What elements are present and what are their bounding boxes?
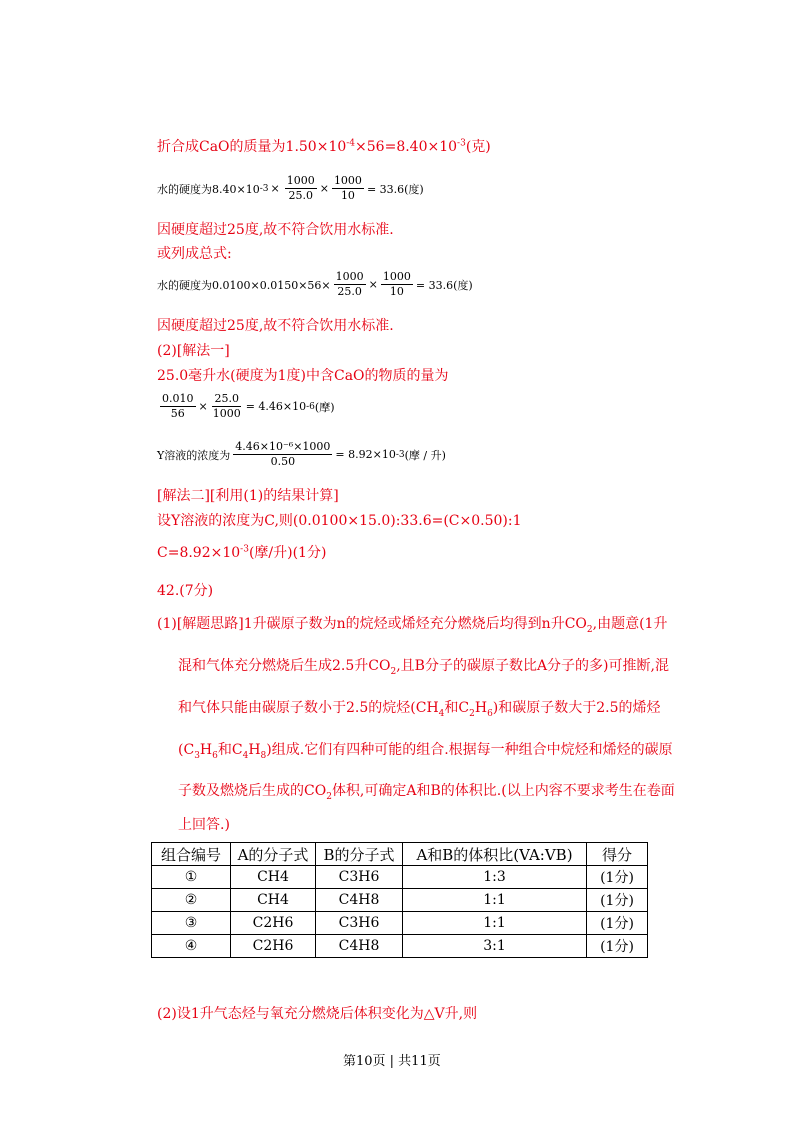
subscript: 4	[242, 750, 249, 761]
denominator: 56	[170, 407, 185, 420]
formula-text: 水的硬度为0.0100×0.0150×56×	[157, 278, 331, 292]
hardness-formula-1	[157, 174, 424, 203]
answer-line: 因硬度超过25度,故不符合饮用水标准.	[157, 318, 394, 334]
fraction	[285, 174, 317, 203]
table-cell: 1:1	[403, 889, 587, 912]
combination-table	[151, 842, 648, 958]
table-cell: 3:1	[403, 935, 587, 958]
table-cell: (1分)	[587, 935, 648, 958]
subscript: 2	[469, 708, 475, 719]
question-number: 42.(7分)	[157, 583, 214, 599]
answer-line	[157, 542, 326, 562]
denominator: 25.0	[288, 189, 313, 202]
formula-result: = 33.6(度)	[415, 278, 473, 292]
table-row	[152, 935, 648, 958]
formula-result: = 8.92×10	[335, 448, 396, 461]
subscript: 2	[326, 791, 332, 802]
table-cell: CH4	[231, 889, 316, 912]
text: (克)	[465, 139, 491, 155]
column-header: A和B的体积比(VA:VB)	[403, 843, 587, 866]
answer-paragraph-line	[178, 739, 673, 761]
numerator: 1000	[286, 174, 315, 187]
text: ,由题意(1升	[592, 616, 668, 632]
text: 和气体只能由碳原子数小于2.5的烷烃(CH	[178, 700, 439, 716]
table-cell: ③	[152, 912, 231, 935]
text: 体积,可确定A和B的体积比.(以上内容不要求考生在卷面	[331, 783, 675, 799]
operator: ×	[198, 400, 208, 413]
fraction	[334, 270, 366, 299]
numerator: 25.0	[214, 392, 239, 405]
text: ×56=8.40×10	[355, 139, 458, 155]
text: 折合成CaO的质量为1.50×10	[157, 139, 347, 155]
text: 和C	[217, 742, 243, 758]
table-header-row	[152, 843, 648, 866]
table-row	[152, 866, 648, 889]
exponent: -3	[457, 138, 466, 149]
answer-line: (2)[解法一]	[157, 343, 230, 359]
column-header: 组合编号	[152, 843, 231, 866]
numerator: 1000	[382, 270, 411, 283]
exponent: -3	[395, 449, 405, 460]
subscript: 6	[212, 750, 218, 761]
table-cell: 1:1	[403, 912, 587, 935]
operator: ×	[368, 278, 378, 291]
table-cell: ④	[152, 935, 231, 958]
answer-line: [解法二][利用(1)的结果计算]	[157, 488, 339, 504]
numerator: 0.010	[162, 392, 194, 405]
subscript: 8	[260, 750, 267, 761]
operator: ×	[270, 182, 280, 195]
exponent: -6	[306, 401, 315, 412]
table-cell: C3H6	[316, 866, 403, 889]
answer-line: 因硬度超过25度,故不符合饮用水标准.	[157, 222, 394, 238]
table-cell: 1:3	[403, 866, 587, 889]
column-header: 得分	[587, 843, 648, 866]
exponent: -3	[259, 183, 269, 194]
formula-result: = 4.46×10	[245, 400, 307, 413]
column-header: B的分子式	[316, 843, 403, 866]
denominator: 25.0	[337, 285, 362, 298]
fraction	[211, 392, 243, 421]
fraction	[332, 174, 364, 203]
table-cell: C2H6	[231, 912, 316, 935]
fraction	[233, 440, 332, 469]
table-cell: ①	[152, 866, 231, 889]
table-cell: C4H8	[316, 889, 403, 912]
formula-unit: (摩 / 升)	[404, 448, 446, 462]
answer-paragraph-line	[157, 613, 667, 635]
text: H	[248, 742, 261, 758]
table-cell: (1分)	[587, 912, 648, 935]
denominator: 1000	[212, 407, 241, 420]
exponent: -3	[240, 544, 249, 555]
denominator: 10	[340, 189, 355, 202]
fraction	[381, 270, 413, 299]
moles-formula	[157, 392, 335, 421]
answer-paragraph-line: 上回答.)	[178, 817, 230, 833]
answer-paragraph-line	[178, 697, 661, 719]
table-cell: C4H8	[316, 935, 403, 958]
text: (C	[178, 742, 195, 758]
table-row	[152, 889, 648, 912]
text: 混和气体充分燃烧后生成2.5升CO	[178, 658, 391, 674]
denominator: 0.50	[270, 455, 296, 468]
numerator: 1000	[335, 270, 364, 283]
table-cell: C3H6	[316, 912, 403, 935]
text: )组成.它们有四种可能的组合.根据每一种组合中烷烃和烯烃的碳原	[266, 742, 673, 758]
answer-line: (2)设1升气态烃与氧充分燃烧后体积变化为△V升,则	[157, 1006, 478, 1022]
subscript: 6	[487, 708, 493, 719]
table-cell: (1分)	[587, 889, 648, 912]
exponent: -4	[346, 138, 356, 149]
text: H	[474, 700, 488, 716]
table-cell: ②	[152, 889, 231, 912]
hardness-formula-2	[157, 270, 473, 299]
answer-line: 设Y溶液的浓度为C,则(0.0100×15.0):33.6=(C×0.50):1	[157, 513, 522, 529]
operator: ×	[319, 182, 329, 195]
text: 子数及燃烧后生成的CO	[178, 783, 327, 799]
column-header: A的分子式	[231, 843, 316, 866]
text: 和C	[444, 700, 470, 716]
table-cell: (1分)	[587, 866, 648, 889]
formula-result: = 33.6(度)	[366, 182, 424, 196]
denominator: 10	[389, 285, 404, 298]
text: C=8.92×10	[157, 545, 241, 561]
table-cell: CH4	[231, 866, 316, 889]
concentration-formula	[157, 440, 446, 469]
text: ,且B分子的碳原子数比A分子的多)可推断,混	[396, 658, 669, 674]
answer-line	[157, 136, 491, 156]
numerator: 1000	[333, 174, 362, 187]
answer-paragraph-line	[178, 655, 669, 677]
text: )和碳原子数大于2.5的烯烃	[492, 700, 661, 716]
fraction	[160, 392, 196, 421]
text: (摩/升)(1分)	[248, 545, 327, 561]
answer-line: 或列成总式:	[157, 246, 232, 262]
formula-unit: (摩)	[314, 400, 335, 414]
formula-text: 水的硬度为8.40×10	[157, 182, 260, 196]
subscript: 4	[438, 708, 445, 719]
subscript: 2	[390, 666, 397, 677]
table-cell: C2H6	[231, 935, 316, 958]
answer-line: 25.0毫升水(硬度为1度)中含CaO的物质的量为	[157, 368, 449, 384]
table-row	[152, 912, 648, 935]
subscript: 3	[194, 750, 200, 761]
formula-text: Y溶液的浓度为	[157, 448, 231, 462]
text: (1)[解题思路]1升碳原子数为n的烷烃或烯烃充分燃烧后均得到n升CO	[157, 616, 587, 632]
page-footer: 第10页 | 共11页	[343, 1054, 441, 1069]
answer-paragraph-line	[178, 780, 675, 802]
numerator: 4.46×10⁻⁶×1000	[235, 440, 331, 453]
text: H	[199, 742, 213, 758]
subscript: 2	[586, 624, 593, 635]
